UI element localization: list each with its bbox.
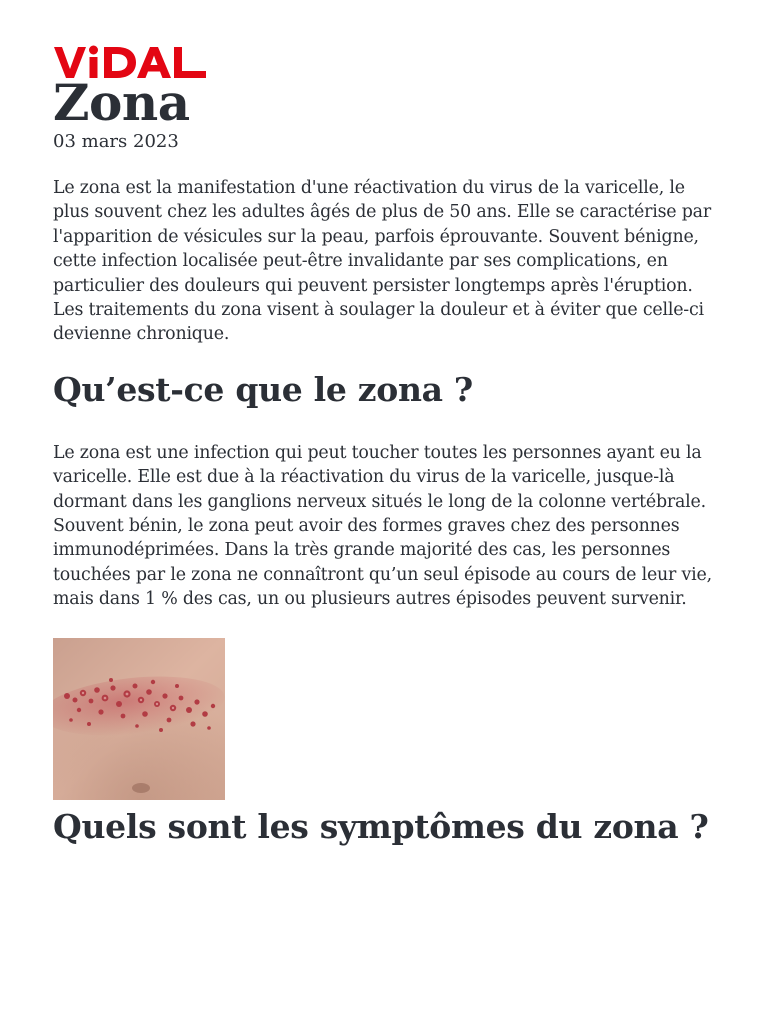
publication-date: 03 mars 2023 — [53, 131, 179, 152]
section-heading-what-is: Qu’est-ce que le zona ? — [53, 369, 473, 409]
article-page — [53, 44, 721, 848]
intro-paragraph: Le zona est la manifestation d'une réactivation du virus de la varicelle, le plus souvent chez les adultes âgés de plus de 50 ans. Elle se caractérise par l'apparition de vésicules sur la peau, parfois éprouvante. Souvent bénigne, cette infection localisée peut-être invalidante par ses complications, en particulier des douleurs qui peuvent persister longtemps après l'éruption. Les traitements du zona visent à soulager la douleur et à éviter que celle-ci devienne chronique. — [53, 178, 711, 345]
page-title: Zona — [53, 73, 190, 132]
section-paragraph-what-is: Le zona est une infection qui peut toucher toutes les personnes ayant eu la varicelle. Elle est due à la réactivation du virus de la varicelle, jusque-là dormant dans les ganglions nerveux situés le long de la colonne vertébrale. Souvent bénin, le zona peut avoir des formes graves chez des personnes immunodéprimées. Dans la très grande majorité des cas, les personnes touchées par le zona ne connaîtront qu’un seul épisode au cours de leur vie, mais dans 1 % des cas, un ou plusieurs autres épisodes peuvent survenir. — [53, 442, 712, 610]
section-heading-symptoms: Quels sont les symptômes du zona ? — [53, 806, 709, 846]
shingles-rash-photo — [53, 638, 225, 800]
